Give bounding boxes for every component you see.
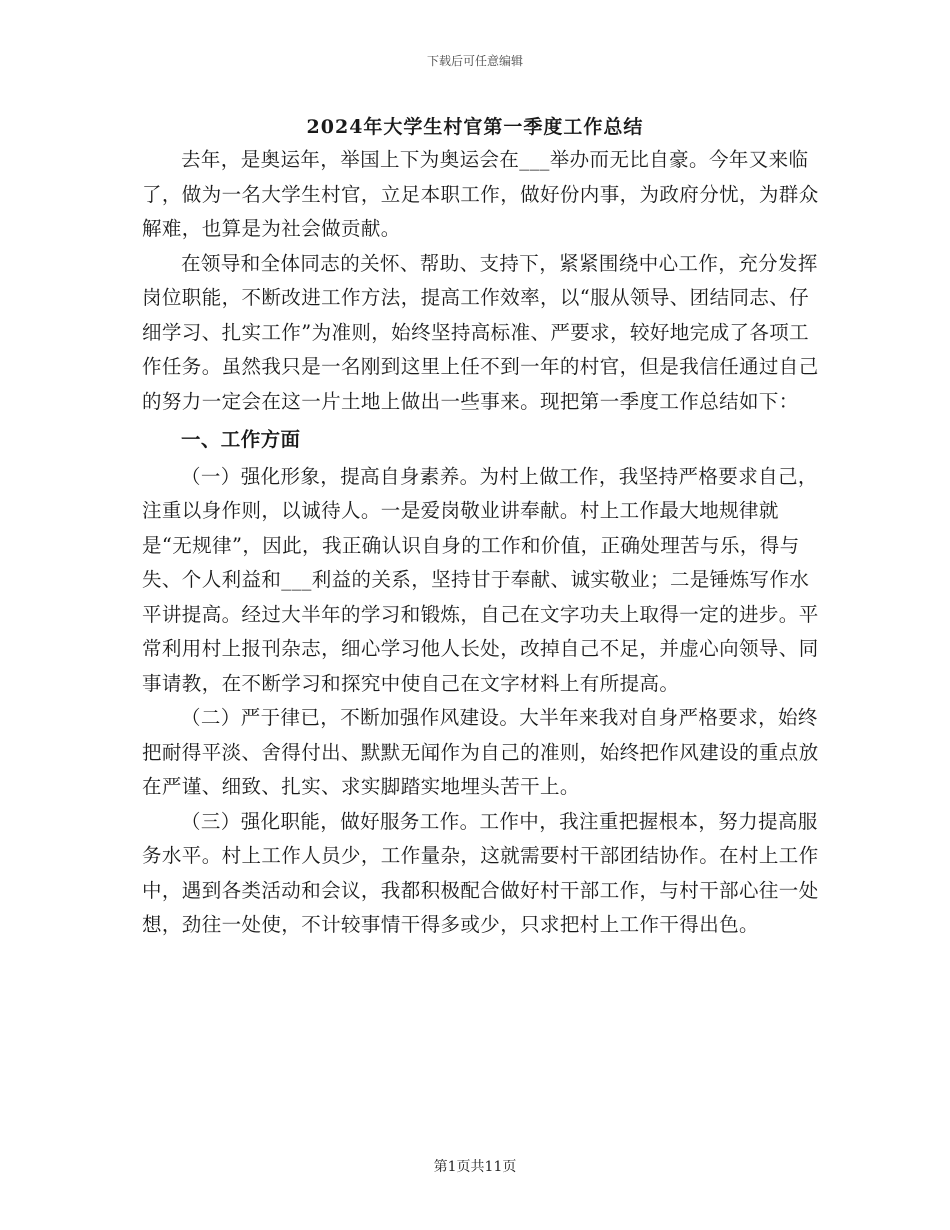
paragraph-item-1: （一）强化形象，提高自身素养。为村上做工作，我坚持严格要求自己，注重以身作则，以诚待人。一是爱岗敬业讲奉献。村上工作最大地规律就是“无规律”，因此，我正确认识自身的工作和价值，正确处理苦与乐，得与失、个人利益和___利益的关系，坚持甘于奉献、诚实敬业；二是锤炼写作水平讲提高。经过大半年的学习和锻炼，自己在文字功夫上取得一定的进步。平常利用村上报刊杂志，细心学习他人长处，改掉自己不足，并虚心向领导、同事请教，在不断学习和探究中使自己在文字材料上有所提高。 [142, 464, 819, 695]
paragraph-overview: 在领导和全体同志的关怀、帮助、支持下，紧紧围绕中心工作，充分发挥岗位职能，不断改进工作方法，提高工作效率，以“服从领导、团结同志、仔细学习、扎实工作”为准则，始终坚持高标准、严要求，较好地完成了各项工作任务。虽然我只是一名刚到这里上任不到一年的村官，但是我信任通过自己的努力一定会在这一片土地上做出一些事来。现把第一季度工作总结如下： [142, 251, 819, 413]
paragraph-item-3: （三）强化职能，做好服务工作。工作中，我注重把握根本，努力提高服务水平。村上工作人员少，工作量杂，这就需要村干部团结协作。在村上工作中，遇到各类活动和会议，我都积极配合做好村干部工作，与村干部心往一处想，劲往一处使，不计较事情干得多或少，只求把村上工作干得出色。 [142, 809, 819, 936]
page-number: 第1页共11页 [433, 1159, 517, 1175]
document-title: 2024年大学生村官第一季度工作总结 [306, 116, 644, 138]
paragraph-item-2: （二）严于律已，不断加强作风建设。大半年来我对自身严格要求，始终把耐得平淡、舍得付出、默默无闻作为自己的准则，始终把作风建设的重点放在严谨、细致、扎实、求实脚踏实地埋头苦干上。 [142, 706, 819, 798]
paragraph-intro: 去年，是奥运年，举国上下为奥运会在___举办而无比自豪。今年又来临了，做为一名大学生村官，立足本职工作，做好份内事，为政府分忧，为群众解难，也算是为社会做贡献。 [142, 148, 819, 240]
document-body [142, 143, 822, 943]
download-note: 下载后可任意编辑 [426, 54, 523, 68]
section-heading-work: 一、工作方面 [181, 428, 301, 451]
